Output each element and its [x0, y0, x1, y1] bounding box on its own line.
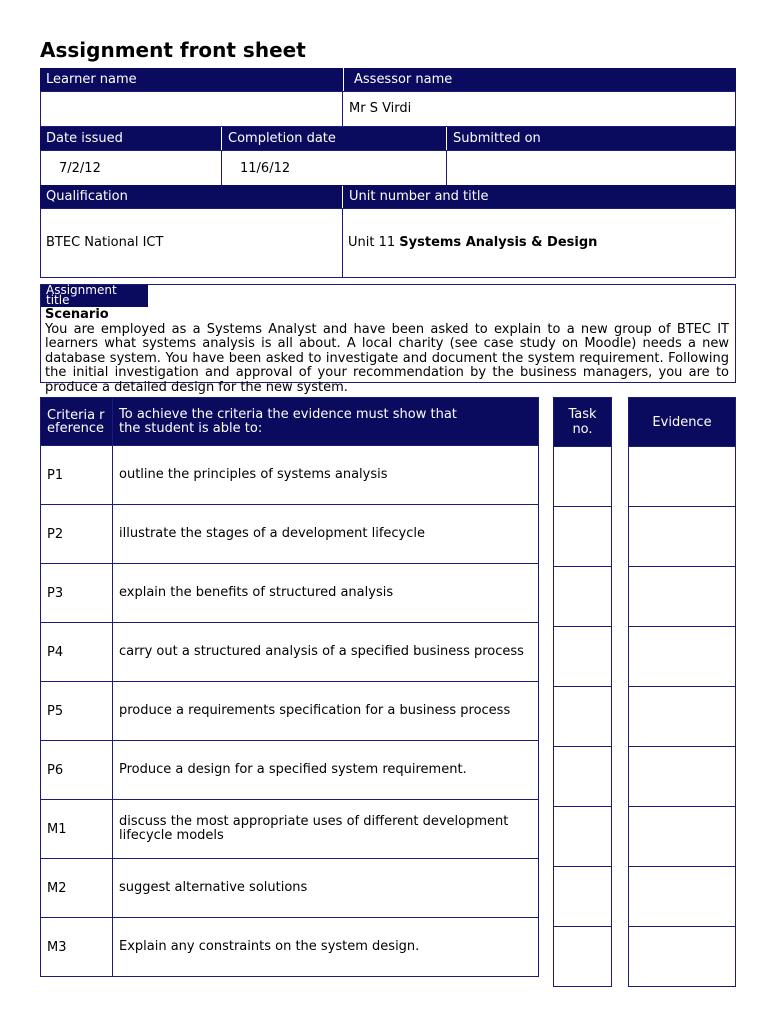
unit-field[interactable]: [342, 208, 736, 278]
task-no-column: [553, 397, 612, 987]
evidence-header: Evidence: [629, 398, 736, 447]
criteria-ref: P4: [41, 623, 113, 682]
task-no-cell[interactable]: [554, 567, 612, 627]
scenario-box: [40, 283, 736, 395]
criteria-description: Produce a design for a specified system requirement.: [113, 741, 539, 800]
criteria-table: [40, 397, 539, 977]
criteria-ref: P1: [41, 446, 113, 505]
task-no-header: Task no.: [554, 398, 612, 447]
task-no-cell[interactable]: [554, 747, 612, 807]
date-issued-label: Date issued: [40, 127, 221, 150]
qualification-field[interactable]: [40, 208, 343, 278]
evidence-column: [628, 397, 736, 987]
criteria-description: explain the benefits of structured analysis: [113, 564, 539, 623]
evidence-cell[interactable]: [629, 567, 736, 627]
criteria-ref: P3: [41, 564, 113, 623]
evidence-cell[interactable]: [629, 507, 736, 567]
criteria-description: suggest alternative solutions: [113, 859, 539, 918]
qualification-value: BTEC National ICT: [46, 235, 164, 250]
unit-prefix: Unit 11: [348, 235, 396, 250]
submitted-on-label: Submitted on: [447, 127, 736, 150]
criteria-row: [41, 623, 539, 682]
evidence-cell[interactable]: [629, 927, 736, 987]
criteria-ref: P6: [41, 741, 113, 800]
completion-date-value: 11/6/12: [240, 161, 291, 176]
completion-date-label: Completion date: [222, 127, 446, 150]
task-no-cell[interactable]: [554, 807, 612, 867]
criteria-row: [41, 918, 539, 977]
evidence-cell[interactable]: [629, 747, 736, 807]
criteria-ref: M3: [41, 918, 113, 977]
date-issued-field[interactable]: [40, 150, 222, 186]
task-no-cell[interactable]: [554, 627, 612, 687]
date-issued-value: 7/2/12: [59, 161, 101, 176]
learner-name-field[interactable]: [40, 91, 343, 127]
criteria-ref: P5: [41, 682, 113, 741]
task-no-cell[interactable]: [554, 867, 612, 927]
scenario-text: You are employed as a Systems Analyst and have been asked to explain to a new group of BTEC IT learners what systems analysis is all about. A local charity (see case study on Moodle) needs a new database system. You have been asked to investigate and document the system requirement. Following the initial investigation and approval of your recommendation by the business managers, you are to produce a detailed design for the new system.: [45, 321, 729, 395]
criteria-row: [41, 564, 539, 623]
unit-title: Systems Analysis & Design: [399, 235, 598, 250]
criteria-row: [41, 800, 539, 859]
assessor-name-field[interactable]: [342, 91, 736, 127]
task-no-cell[interactable]: [554, 687, 612, 747]
criteria-ref: M1: [41, 800, 113, 859]
criteria-description: outline the principles of systems analysis: [113, 446, 539, 505]
evidence-cell[interactable]: [629, 867, 736, 927]
assignment-title-label: Assignment title: [41, 285, 148, 307]
task-no-cell[interactable]: [554, 927, 612, 987]
criteria-row: [41, 741, 539, 800]
criteria-description-header: To achieve the criteria the evidence must show that the student is able to:: [113, 398, 539, 446]
evidence-cell[interactable]: [629, 447, 736, 507]
learner-name-label: Learner name: [40, 68, 343, 91]
scenario-body: [45, 308, 729, 396]
unit-label: Unit number and title: [343, 185, 736, 208]
criteria-ref: P2: [41, 505, 113, 564]
criteria-row: [41, 682, 539, 741]
qualification-label: Qualification: [40, 185, 342, 208]
criteria-description: illustrate the stages of a development lifecycle: [113, 505, 539, 564]
criteria-description: discuss the most appropriate uses of different development lifecycle models: [113, 800, 539, 859]
scenario-heading: Scenario: [45, 307, 109, 322]
unit-value: [348, 235, 597, 250]
evidence-cell[interactable]: [629, 627, 736, 687]
evidence-cell[interactable]: [629, 807, 736, 867]
completion-date-field[interactable]: [221, 150, 447, 186]
assignment-title-field[interactable]: [148, 285, 735, 307]
criteria-reference-header: Criteria reference: [41, 398, 113, 446]
task-no-cell[interactable]: [554, 447, 612, 507]
submitted-on-field[interactable]: [446, 150, 736, 186]
criteria-description: carry out a structured analysis of a specified business process: [113, 623, 539, 682]
criteria-row: [41, 505, 539, 564]
criteria-description: Explain any constraints on the system design.: [113, 918, 539, 977]
evidence-cell[interactable]: [629, 687, 736, 747]
criteria-row: [41, 446, 539, 505]
criteria-row: [41, 859, 539, 918]
assessor-name-label: Assessor name: [344, 68, 736, 91]
assessor-name-value: Mr S Virdi: [349, 101, 412, 116]
task-no-cell[interactable]: [554, 507, 612, 567]
page-title: Assignment front sheet: [40, 38, 306, 62]
criteria-description: produce a requirements specification for a business process: [113, 682, 539, 741]
criteria-ref: M2: [41, 859, 113, 918]
